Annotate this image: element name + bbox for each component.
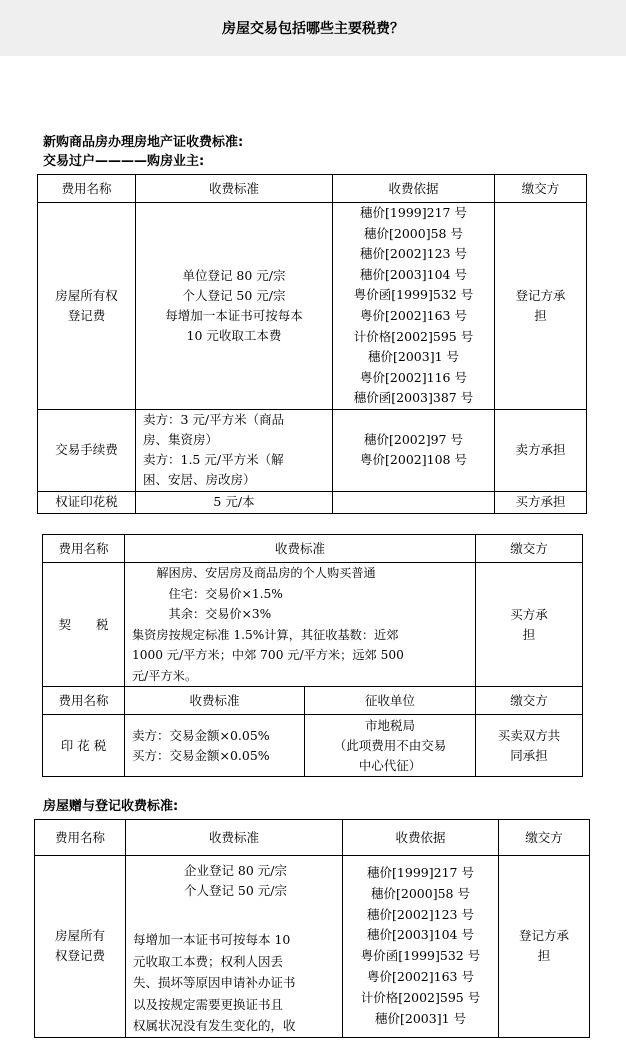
payer-cell: 买方承 担 xyxy=(476,563,583,687)
table-row xyxy=(43,563,583,687)
header-cell: 缴交方 xyxy=(476,687,583,715)
table-row xyxy=(43,715,583,777)
header-cell: 收费标准 xyxy=(126,820,343,856)
section1-subheading: 交易过户————购房业主: xyxy=(43,154,205,169)
fee-name-cell: 契 税 xyxy=(43,563,125,687)
table-header-row xyxy=(38,175,587,203)
fee-standard-cell xyxy=(126,856,343,1038)
fee-name-cell: 房屋所有权 登记费 xyxy=(38,203,136,410)
table-row xyxy=(38,491,587,513)
header-cell: 征收单位 xyxy=(305,687,476,715)
header-cell: 收费标准 xyxy=(125,535,476,563)
fee-standard-body: 每增加一本证书可按每本 10 元收取工本费；权利人因丢 失、损坏等原因申请补办证书 以及按规定需要更换证书且 权属状况没有发生变化的，收 xyxy=(133,932,296,1033)
header-cell: 费用名称 xyxy=(43,535,125,563)
fee-basis-cell: 穗价[2002]97 号 粤价[2002]108 号 xyxy=(333,409,495,491)
table-header-row xyxy=(43,535,583,563)
header-cell: 收费标准 xyxy=(136,175,333,203)
header-cell: 收费依据 xyxy=(343,820,499,856)
table-header-row xyxy=(35,820,590,856)
fee-name-cell: 交易手续费 xyxy=(38,409,136,491)
fee-name-cell: 印 花 税 xyxy=(43,715,125,777)
fee-basis-cell xyxy=(333,491,495,513)
payer-cell: 买卖双方共 同承担 xyxy=(476,715,583,777)
section1-heading: 新购商品房办理房地产证收费标准: xyxy=(43,135,244,150)
payer-cell: 卖方承担 xyxy=(495,409,587,491)
header-cell: 费用名称 xyxy=(35,820,126,856)
tax-table xyxy=(42,534,583,777)
document-title: 房屋交易包括哪些主要税费？ xyxy=(222,21,404,37)
fee-standard-cell: 卖方：3 元/平方米（商品 房、集资房） 卖方：1.5 元/平方米（解 困、安居、房改房） xyxy=(136,409,333,491)
payer-cell: 登记方承 担 xyxy=(499,856,590,1038)
payer-cell: 买方承担 xyxy=(495,491,587,513)
table-row xyxy=(35,856,590,1038)
header-cell: 收费依据 xyxy=(333,175,495,203)
header-cell: 费用名称 xyxy=(38,175,136,203)
header-cell: 缴交方 xyxy=(476,535,583,563)
title-bar xyxy=(0,0,626,56)
table-row xyxy=(38,409,587,491)
payer-cell: 登记方承 担 xyxy=(495,203,587,410)
collector-cell: 市地税局 （此项费用不由交易 中心代征） xyxy=(305,715,476,777)
fee-standard-cell: 卖方：交易金额×0.05% 买方：交易金额×0.05% xyxy=(125,715,305,777)
fee-basis-cell: 穗价[1999]217 号 穗价[2000]58 号 穗价[2002]123 号 穗价[2003]104 号 粤价函[1999]532 号 粤价[2002]163 号 计价格[2002]595 号 穗价[2003]1 号 粤价[2002]116 号 穗价函[2003]387 号 xyxy=(333,203,495,410)
fee-standard-top: 企业登记 80 元/宗 个人登记 50 元/宗 xyxy=(183,863,288,898)
header-cell: 缴交方 xyxy=(495,175,587,203)
table-row xyxy=(38,203,587,410)
fee-name-cell: 权证印花税 xyxy=(38,491,136,513)
fee-table-gift xyxy=(34,819,590,1038)
fee-name-cell: 房屋所有 权登记费 xyxy=(35,856,126,1038)
fee-table-purchase xyxy=(37,174,587,514)
fee-standard-cell: 解困房、安居房及商品房的个人购买普通 住宅：交易价×1.5% 其余：交易价×3% 集资房按规定标准 1.5%计算，其征收基数：近郊 1000 元/平方米；中郊 700 元/平方米；远郊 500 元/平方米。 xyxy=(125,563,476,687)
header-cell: 费用名称 xyxy=(43,687,125,715)
fee-standard-cell: 5 元/本 xyxy=(136,491,333,513)
header-cell: 缴交方 xyxy=(499,820,590,856)
fee-basis-cell: 穗价[1999]217 号 穗价[2000]58 号 穗价[2002]123 号 穗价[2003]104 号 粤价函[1999]532 号 粤价[2002]163 号 计价格[2002]595 号 穗价[2003]1 号 xyxy=(343,856,499,1038)
section3-heading: 房屋赠与登记收费标准: xyxy=(43,799,179,814)
fee-standard-cell: 单位登记 80 元/宗 个人登记 50 元/宗 每增加一本证书可按每本 10 元收取工本费 xyxy=(136,203,333,410)
table-header-row xyxy=(43,687,583,715)
header-cell: 收费标准 xyxy=(125,687,305,715)
